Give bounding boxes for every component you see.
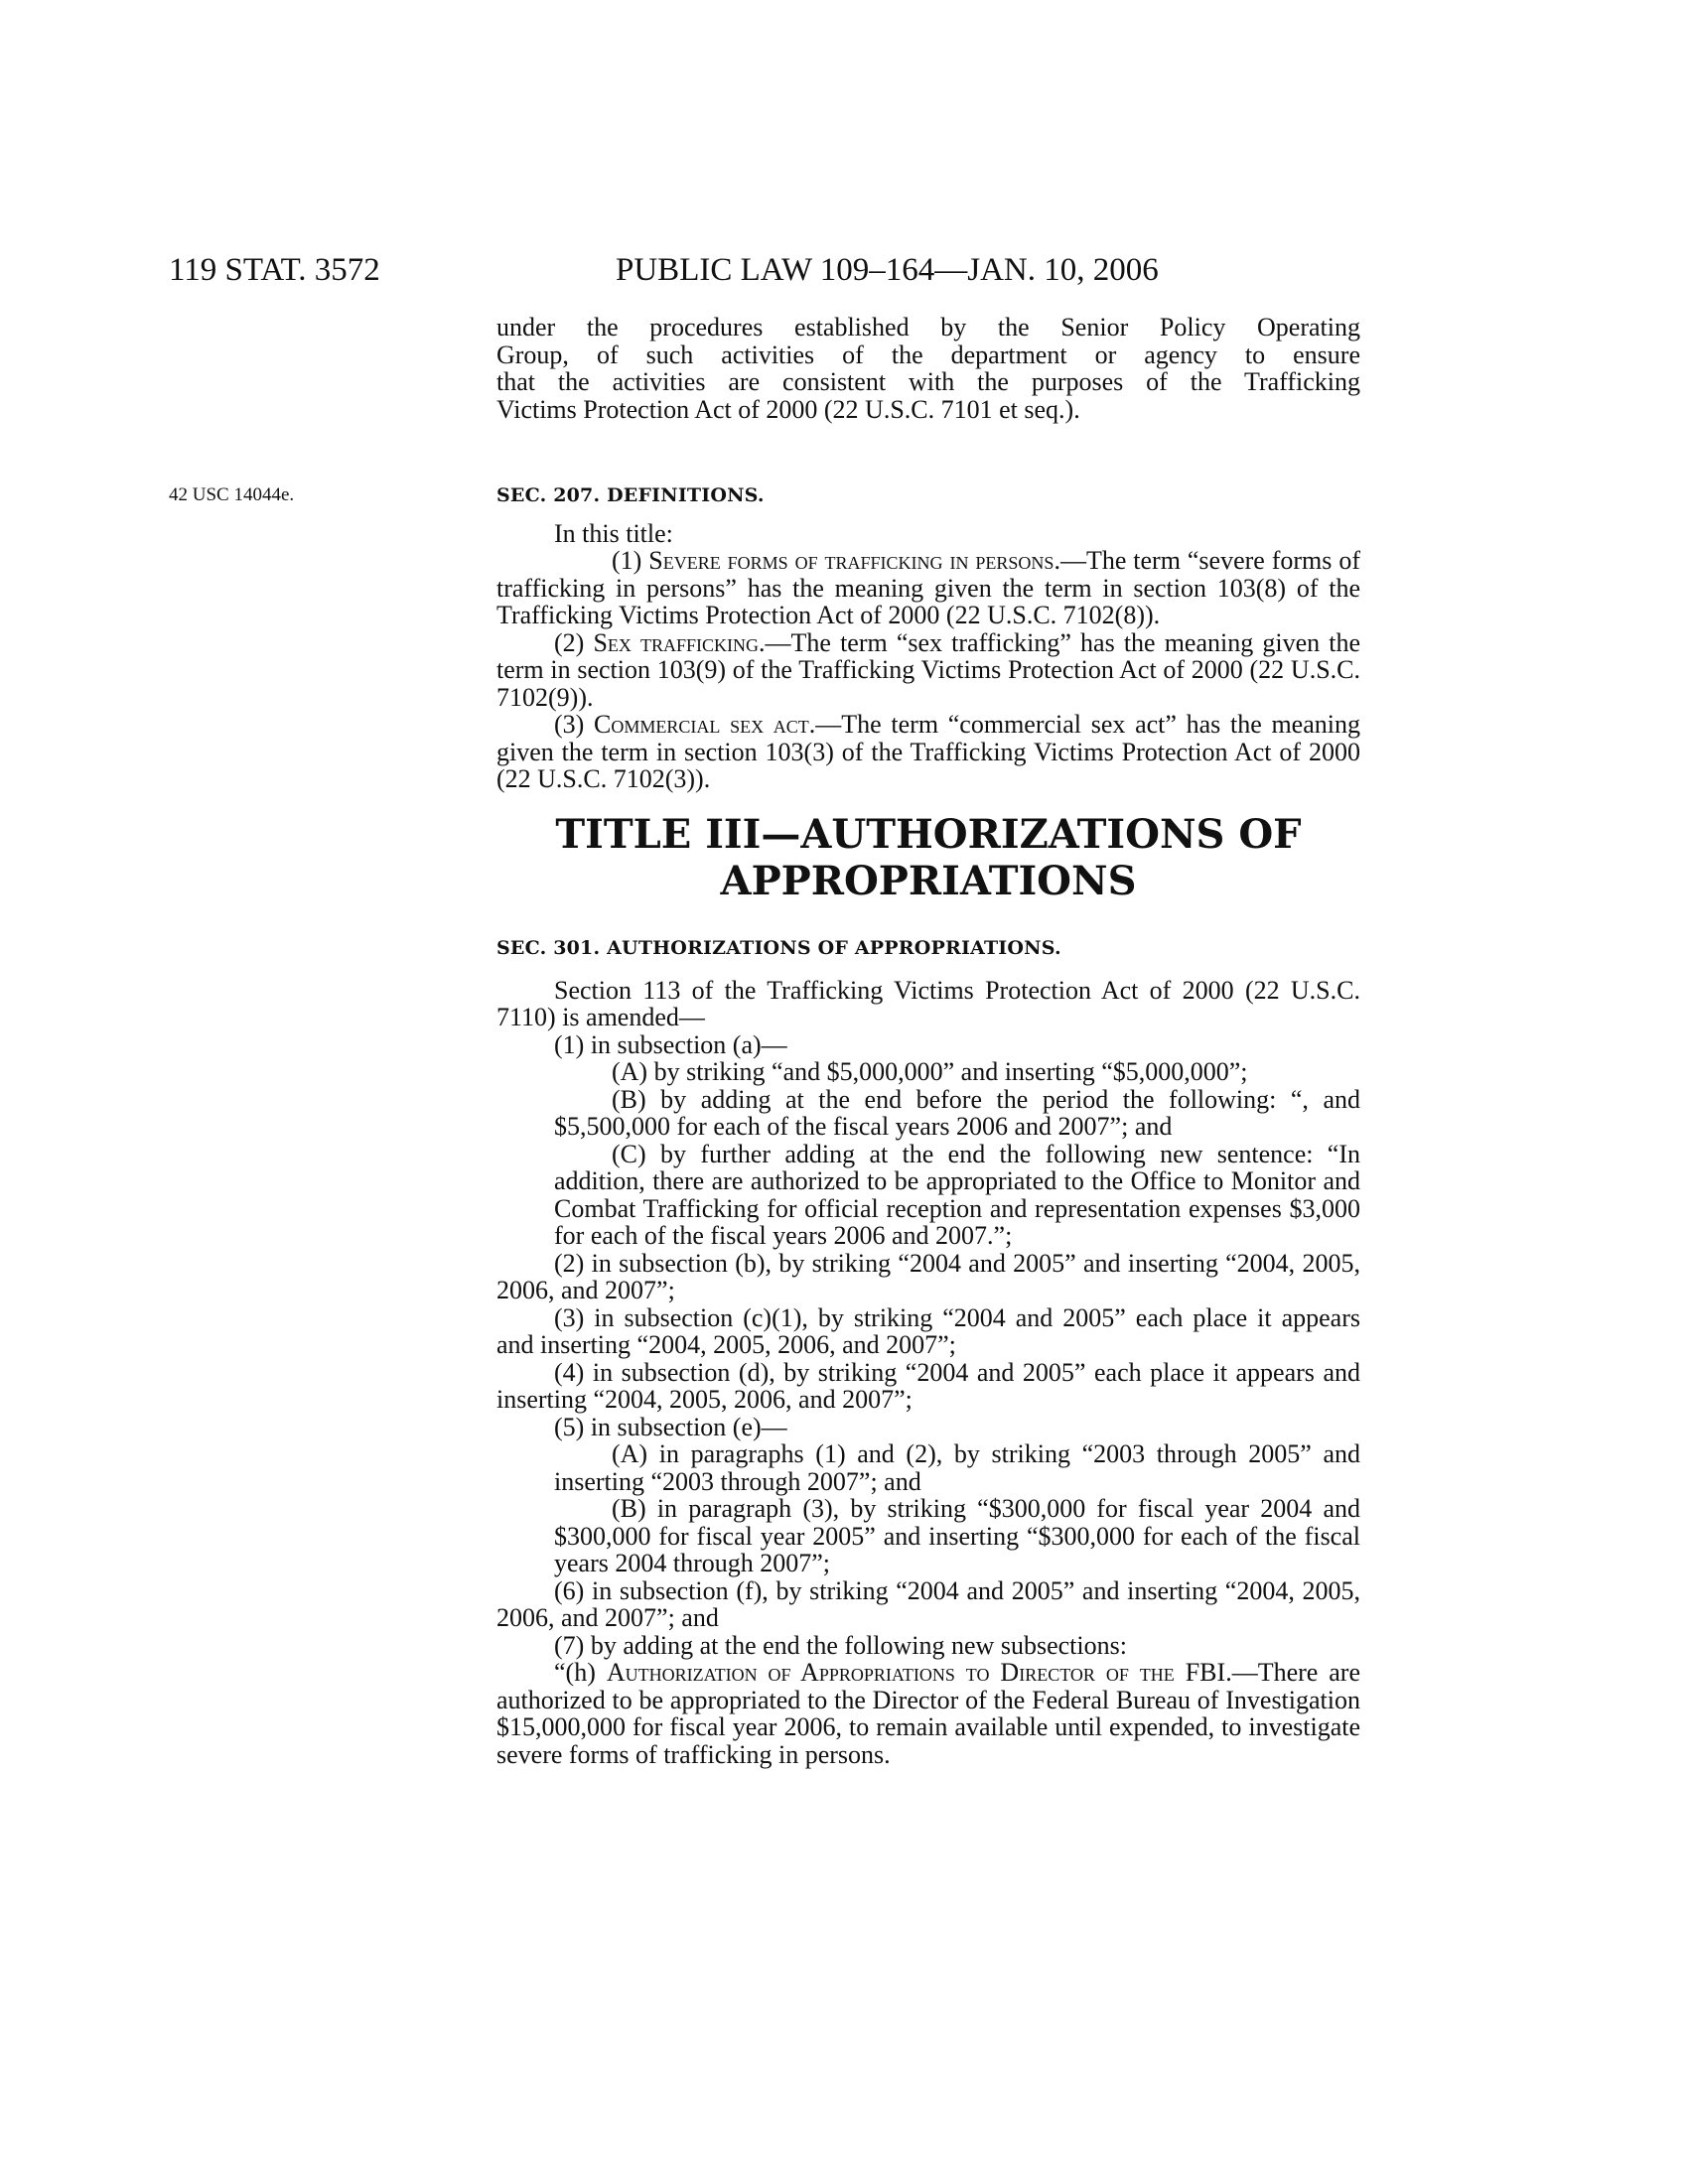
definition-paragraph: (1) Severe forms of trafficking in persons.—The term “severe forms of trafficking in persons” has the meaning given the term in section 103(8) of the Trafficking Victims Protection Act of 2000 (22 U.S.C. 7102(8)).: [496, 546, 1360, 629]
amendment-subitem: (A) by striking “and $5,000,000” and inserting “$5,000,000”;: [612, 1057, 1248, 1086]
public-law-header: PUBLIC LAW 109–164—JAN. 10, 2006: [616, 252, 1159, 288]
section-heading: SEC. 207. DEFINITIONS.: [496, 484, 765, 506]
section-heading: SEC. 301. AUTHORIZATIONS OF APPROPRIATIONS.: [496, 937, 1061, 959]
section-301: [496, 935, 1360, 1768]
amendment-item: (5) in subsection (e)—: [554, 1412, 787, 1441]
definition-term: Severe forms of trafficking in persons: [648, 546, 1055, 575]
continuation-block: [496, 314, 1360, 423]
title-line: APPROPRIATIONS: [720, 858, 1137, 904]
new-subsection-h: “(h) Authorization of Appropriations to Director of the FBI.—There are authorized to be appropriated to the Director of the Federal Bureau of Investigation $15,000,000 for fiscal year 2006, to remain available until expended, to investigate severe forms of trafficking in persons.: [496, 1658, 1360, 1769]
continuation-line: Victims Protection Act of 2000 (22 U.S.C. 7101 et seq.).: [496, 394, 1080, 424]
amendment-item: (2) in subsection (b), by striking “2004 and 2005” and inserting “2004, 2005, 2006, and 2007”;: [496, 1248, 1360, 1304]
subsection-heading: Authorization of Appropriations to Director of the FBI: [606, 1658, 1226, 1687]
amendment-subitem: (C) by further adding at the end the following new sentence: “In addition, there are authorized to be appropriated to the Office to Monitor and Combat Trafficking for official reception and representation expenses $3,000 for each of the fiscal years 2006 and 2007.”;: [554, 1139, 1360, 1250]
amendment-item: (3) in subsection (c)(1), by striking “2004 and 2005” each place it appears and inserting “2004, 2005, 2006, and 2007”;: [496, 1302, 1360, 1359]
section-intro: In this title:: [554, 518, 673, 548]
amendment-item: (6) in subsection (f), by striking “2004 and 2005” and inserting “2004, 2005, 2006, and 2007”; and: [496, 1575, 1360, 1632]
continuation-line: Group, of such activities of the department or agency to ensure: [496, 340, 1360, 369]
amendment-subitem: (B) by adding at the end before the period the following: “, and $5,500,000 for each of the fiscal years 2006 and 2007”; and: [554, 1084, 1360, 1141]
margin-citation: 42 USC 14044e.: [169, 484, 295, 505]
amendment-item: (7) by adding at the end the following new subsections:: [554, 1630, 1127, 1660]
amendment-subitem: (B) in paragraph (3), by striking “$300,000 for fiscal year 2004 and $300,000 for fiscal year 2005” and inserting “$300,000 for each of the fiscal years 2004 through 2007”;: [554, 1494, 1360, 1577]
statute-page-number: 119 STAT. 3572: [169, 252, 380, 288]
amendment-item: (1) in subsection (a)—: [554, 1029, 787, 1059]
amendment-item: (4) in subsection (d), by striking “2004 and 2005” each place it appears and inserting “2004, 2005, 2006, and 2007”;: [496, 1357, 1360, 1414]
definition-term: Sex trafficking: [593, 627, 760, 657]
section-207: [496, 482, 1360, 793]
section-intro: Section 113 of the Trafficking Victims Protection Act of 2000 (22 U.S.C. 7110) is amended—: [496, 975, 1360, 1031]
definition-paragraph: (2) Sex trafficking.—The term “sex trafficking” has the meaning given the term in section 103(9) of the Trafficking Victims Protection Act of 2000 (22 U.S.C. 7102(9)).: [496, 627, 1360, 712]
definition-paragraph: (3) Commercial sex act.—The term “commercial sex act” has the meaning given the term in section 103(3) of the Trafficking Victims Protection Act of 2000 (22 U.S.C. 7102(3)).: [496, 710, 1360, 793]
title-heading: [496, 811, 1360, 904]
title-line: TITLE III—AUTHORIZATIONS OF: [555, 811, 1302, 858]
continuation-line: that the activities are consistent with the purposes of the Trafficking: [496, 367, 1360, 396]
amendment-subitem: (A) in paragraphs (1) and (2), by striking “2003 through 2005” and inserting “2003 through 2007”; and: [554, 1439, 1360, 1496]
definition-term: Commercial sex act: [594, 710, 809, 739]
continuation-line: under the procedures established by the Senior Policy Operating: [496, 313, 1360, 341]
